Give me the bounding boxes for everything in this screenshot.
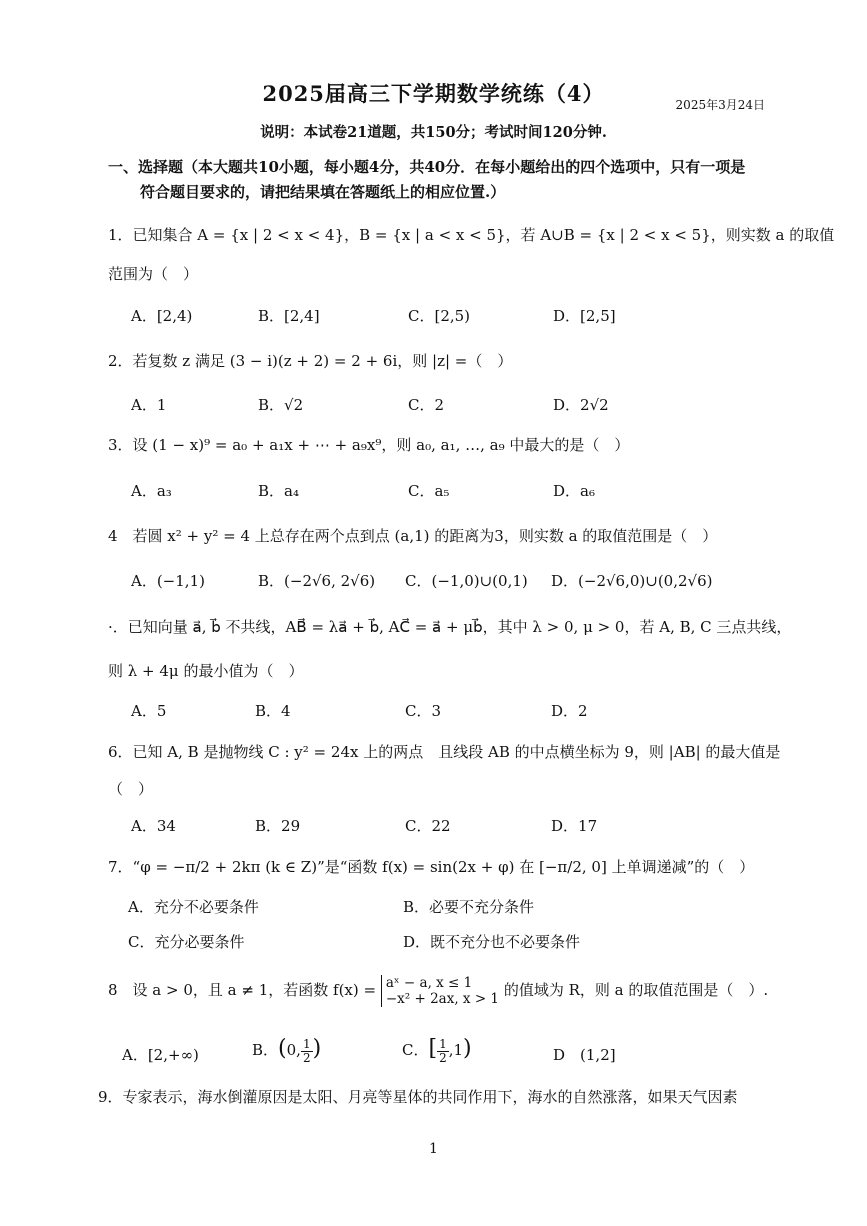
page-number: 1 [429,1141,438,1157]
question-7-option-d: D．既不充分也不必要条件 [403,933,581,951]
piecewise-function [381,975,499,1007]
question-6-stem-line1: 6．已知 A, B 是抛物线 C : y² = 24x 上的两点 且线段 AB 的中点横坐标为 9，则 |AB| 的最大值是 [108,743,781,761]
question-1-option-d: D．[2,5] [553,307,616,325]
question-9-stem: 9．专家表示，海水倒灌原因是太阳、月亮等星体的共同作用下，海水的自然涨落，如果天气因素 [98,1088,738,1106]
question-1-option-b: B．[2,4] [258,307,320,325]
question-8-option-d: D (1,2] [553,1046,616,1064]
question-2-option-a: A．1 [131,396,167,414]
question-7-option-a: A．充分不必要条件 [128,898,259,916]
question-6-stem-line2: （ ） [108,780,154,798]
fraction-one-half [437,1038,449,1065]
question-8-stem-end: 的值域为 R，则 a 的取值范围是（ ）. [503,981,769,999]
question-5-option-c: C．3 [405,702,442,720]
question-4-option-c: C．(−1,0)∪(0,1) [405,572,528,590]
question-1-option-a: A．[2,4) [131,307,193,325]
paren-open: ( [278,1036,287,1061]
question-4-option-b: B．(−2√6, 2√6) [258,572,376,590]
section-heading-line1: 一、选择题（本大题共10小题，每小题4分，共40分．在每小题给出的四个选项中，只有一项是 [108,158,746,176]
page-title: 2025届高三下学期数学统练（4） [262,81,605,106]
piecewise-case-2: −x² + 2ax, x > 1 [385,991,500,1007]
exam-note: 说明：本试卷21道题，共150分；考试时间120分钟. [260,124,607,141]
question-7-stem: 7．“φ = −π/2 + 2kπ (k ∈ Z)”是“函数 f(x) = sin(2x + φ) 在 [−π/2, 0] 上单调递减”的（ ） [108,858,755,876]
fraction-one-half [301,1038,313,1065]
question-2-option-c: C．2 [408,396,445,414]
fraction-denominator: 2 [439,1050,447,1065]
question-5-option-a: A．5 [131,702,167,720]
question-4-option-a: A．(−1,1) [131,572,205,590]
fraction-numerator: 1 [302,1036,311,1051]
question-1-stem-line1: 1．已知集合 A = {x | 2 < x < 4}，B = {x | a < x < 5}，若 A∪B = {x | 2 < x < 5}，则实数 a 的取值 [108,226,835,244]
question-3-option-b: B．a₄ [258,482,299,500]
section-heading-line2: 符合题目要求的，请把结果填在答题纸上的相应位置.） [140,183,506,201]
question-4-option-d: D．(−2√6,0)∪(0,2√6) [551,572,713,590]
question-8-option-a: A．[2,+∞) [122,1046,199,1064]
question-2-option-b: B．√2 [258,396,304,414]
question-8-stem-start: 8 设 a > 0，且 a ≠ 1，若函数 f(x) = [108,981,381,999]
fraction-denominator: 2 [302,1050,311,1065]
question-3-option-c: C．a₅ [408,482,450,500]
question-6-option-a: A．34 [131,817,176,835]
option-b-zero: 0, [286,1041,301,1059]
bracket-open: [ [428,1036,438,1061]
question-5-stem-line1: ·．已知向量 a⃗, b⃗ 不共线，AB⃗ = λa⃗ + b⃗, AC⃗ = a⃗ + μb⃗，其中 λ > 0, μ > 0，若 A, B, C 三点共线， [108,618,792,636]
piecewise-case-1: aˣ − a, x ≤ 1 [385,975,473,991]
paren-close: ) [312,1036,322,1061]
question-1-stem-line2: 范围为（ ） [108,265,199,283]
question-6-option-d: D．17 [551,817,598,835]
question-5-option-d: D．2 [551,702,588,720]
question-7-option-b: B．必要不充分条件 [403,898,535,916]
question-6-option-c: C．22 [405,817,451,835]
fraction-numerator: 1 [439,1036,447,1051]
paren-close: ) [463,1036,472,1061]
question-8-option-c-label: C． [402,1041,429,1059]
question-3-option-a: A．a₃ [131,482,172,500]
question-5-option-b: B．4 [255,702,291,720]
question-1-option-c: C．[2,5) [408,307,471,325]
question-3-option-d: D．a₆ [553,482,595,500]
option-c-tail: ,1 [448,1041,464,1059]
question-4-stem: 4 若圆 x² + y² = 4 上总存在两个点到点 (a,1) 的距离为3，则实数 a 的取值范围是（ ） [108,527,718,545]
question-2-option-d: D．2√2 [553,396,609,414]
question-8-option-b-label: B． [252,1041,279,1059]
exam-date: 2025年3月24日 [675,98,765,112]
question-8-option-b [252,1036,321,1065]
question-3-stem: 3．设 (1 − x)⁹ = a₀ + a₁x + ⋯ + a₉x⁹，则 a₀, a₁, …, a₉ 中最大的是（ ） [108,436,630,454]
question-8-stem [108,975,768,1007]
question-5-stem-line2: 则 λ + 4μ 的最小值为（ ） [108,662,304,680]
question-6-option-b: B．29 [255,817,301,835]
question-7-option-c: C．充分必要条件 [128,933,245,951]
question-8-option-c [402,1036,472,1065]
question-2-stem: 2．若复数 z 满足 (3 − i)(z + 2) = 2 + 6i，则 |z| =（ ） [108,352,513,370]
